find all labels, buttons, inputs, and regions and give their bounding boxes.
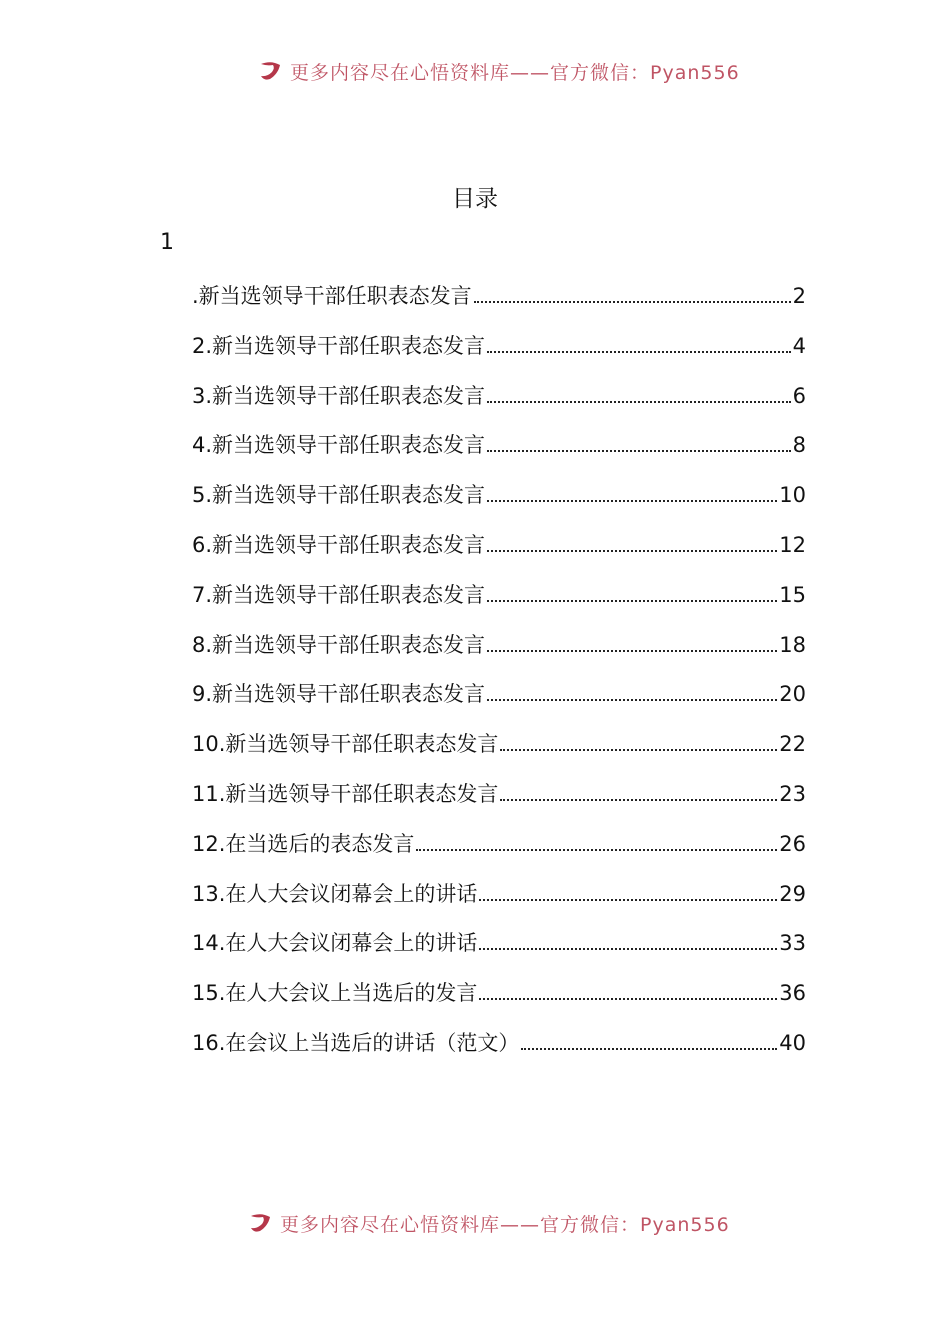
toc-page-number: 22 [779,732,806,757]
toc-leader-dots [487,550,777,552]
logo-icon [258,58,284,84]
toc-page-number: 36 [779,981,806,1006]
toc-entry[interactable] [192,579,806,629]
toc-page-number: 29 [779,881,806,906]
toc-entry-text: 15.在人大会议上当选后的发言 [192,981,478,1006]
toc-entry-text: 16.在会议上当选后的讲话（范文） [192,1030,520,1055]
toc-entry[interactable] [192,629,806,679]
toc-page-number: 23 [779,781,806,806]
toc-entry-text: 8.新当选领导干部任职表态发言 [192,632,486,657]
toc-leader-dots [521,1048,777,1050]
toc-leader-dots [487,401,791,403]
toc-page-number: 15 [779,582,806,607]
toc-leader-dots [500,799,777,801]
toc-entry[interactable] [192,280,806,330]
toc-page-number: 26 [779,831,806,856]
toc-entry[interactable] [192,828,806,878]
toc-entry[interactable] [192,380,806,430]
toc-entry-text: 11.新当选领导干部任职表态发言 [192,781,499,806]
toc-entry[interactable] [192,479,806,529]
toc-entry-text: 13.在人大会议闭幕会上的讲话 [192,881,478,906]
toc-page-number: 20 [779,682,806,707]
toc-entry[interactable] [192,678,806,728]
watermark-text: 更多内容尽在心悟资料库——官方微信：Pyan556 [290,61,740,84]
toc-entry[interactable] [192,330,806,380]
toc-page-number: 10 [779,483,806,508]
toc-page-number: 2 [792,284,806,308]
toc-page-number: 12 [779,532,806,557]
toc-leader-dots [487,450,791,452]
toc-leader-dots [487,600,777,602]
toc-entry-text: 4.新当选领导干部任职表态发言 [192,433,486,458]
toc-list [192,280,806,1077]
toc-entry-text: 6.新当选领导干部任职表态发言 [192,532,486,557]
footer-watermark [248,1210,730,1236]
toc-leader-dots [500,749,777,751]
toc-page-number: 33 [779,931,806,956]
logo-icon [248,1210,274,1236]
toc-entry-text: 3.新当选领导干部任职表态发言 [192,383,486,408]
header-watermark [258,58,740,84]
toc-title: 目录 [452,186,498,212]
toc-leader-dots [474,301,791,303]
toc-entry[interactable] [192,1027,806,1077]
toc-entry[interactable] [192,429,806,479]
toc-page-number: 8 [792,433,806,458]
toc-entry[interactable] [192,977,806,1027]
toc-leader-dots [479,899,777,901]
toc-entry-text: 2.新当选领导干部任职表态发言 [192,333,486,358]
toc-entry-text: 9.新当选领导干部任职表态发言 [192,682,486,707]
toc-leader-dots [487,351,791,353]
toc-entry[interactable] [192,529,806,579]
watermark-text: 更多内容尽在心悟资料库——官方微信：Pyan556 [280,1213,730,1236]
toc-entry-text: 10.新当选领导干部任职表态发言 [192,732,499,757]
toc-leader-dots [487,699,777,701]
toc-leader-dots [416,849,777,851]
toc-page-number: 4 [792,333,806,358]
toc-leader-dots [479,948,777,950]
toc-entry[interactable] [192,927,806,977]
toc-page-number: 40 [779,1030,806,1055]
toc-entry-text: 14.在人大会议闭幕会上的讲话 [192,931,478,956]
toc-entry-text: 5.新当选领导干部任职表态发言 [192,483,486,508]
toc-leader-dots [487,650,777,652]
toc-entry-text: 7.新当选领导干部任职表态发言 [192,582,486,607]
toc-leader-dots [487,500,777,502]
toc-page-number: 6 [792,383,806,408]
toc-entry[interactable] [192,728,806,778]
toc-entry-text: .新当选领导干部任职表态发言 [192,284,472,308]
toc-entry[interactable] [192,778,806,828]
toc-page-number: 18 [779,632,806,657]
toc-entry-text: 12.在当选后的表态发言 [192,831,415,856]
toc-leader-dots [479,998,777,1000]
toc-entry[interactable] [192,878,806,928]
toc-section-number: 1 [160,230,174,255]
